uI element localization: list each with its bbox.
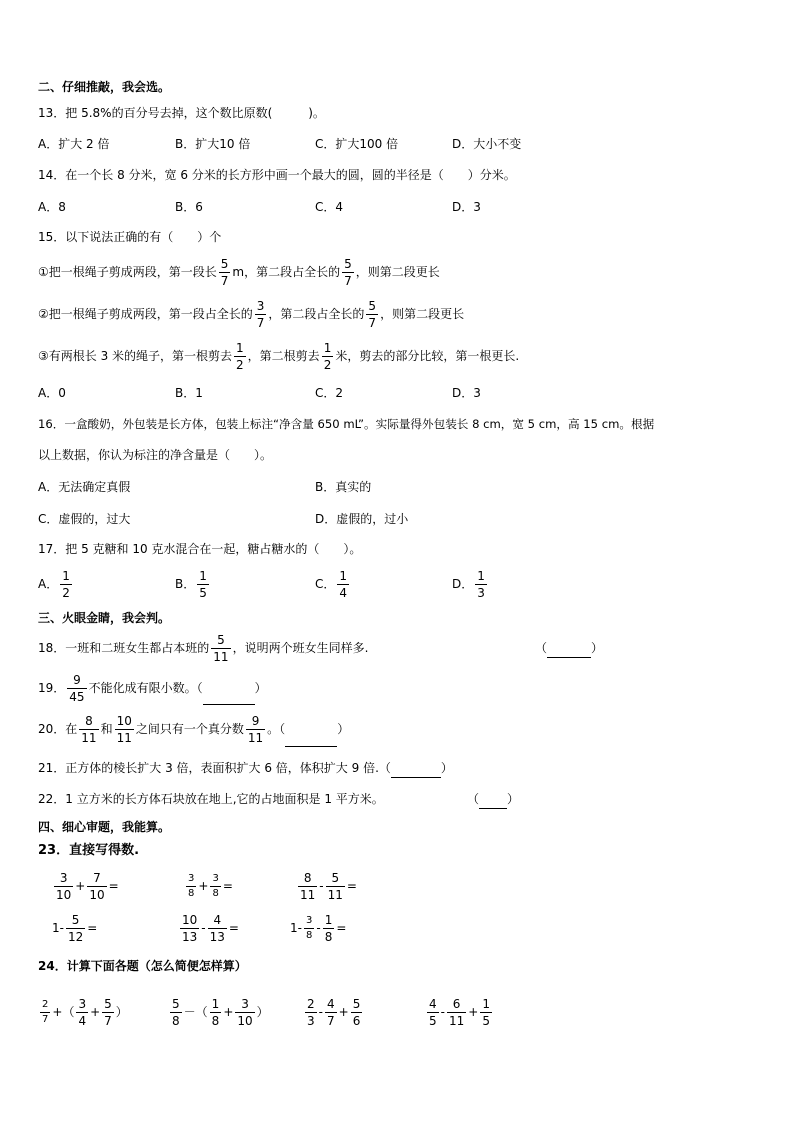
fraction: $\frac{3}{8}$ bbox=[212, 873, 219, 899]
fraction: $\frac{8}{11}$ bbox=[81, 714, 97, 745]
question-22: 22．1 立方米的长方体石块放在地上,它的占地面积是 1 平方米。 bbox=[38, 792, 384, 806]
fraction: $\frac{3}{10}$ bbox=[56, 871, 72, 902]
q15-statement-3: ③有两根长 3 米的绳子，第一根剪去 $\frac{1}{2}$ ，第二根剪去 $\frac{1}{2}$ 米，剪去的部分比较，第一根更长. bbox=[38, 341, 520, 372]
fraction: $\frac{1}{3}$ bbox=[477, 569, 485, 600]
fraction: $\frac{5}{12}$ bbox=[67, 913, 84, 944]
q15-statement-2: ②把一根绳子剪成两段，第一段占全长的 $\frac{3}{7}$ ，第二段占全长的 $\frac{5}{7}$ ，则第二段更长 bbox=[38, 299, 465, 330]
q16-option-a: A．无法确定真假 bbox=[38, 480, 131, 494]
q17-option-c: C． $\frac{1}{4}$ bbox=[315, 569, 348, 600]
fraction: $\frac{5}{7}$ bbox=[368, 299, 377, 330]
question-21: 21．正方体的棱长扩大 3 倍，表面积扩大 6 倍，体积扩大 9 倍.（ ） bbox=[38, 759, 453, 778]
section-heading-3: 三、火眼金睛，我会判。 bbox=[38, 611, 171, 625]
question-15: 15．以下说法正确的有（ ）个 bbox=[38, 230, 222, 244]
fraction: $\frac{2}{7}$ bbox=[42, 999, 49, 1025]
q13-option-a: A．扩大 2 倍 bbox=[38, 137, 110, 151]
fraction: $\frac{1}{5}$ bbox=[199, 569, 207, 600]
question-19: 19． $\frac{9}{45}$ 不能化成有限小数。（ ） bbox=[38, 673, 267, 704]
q14-option-a: A．8 bbox=[38, 200, 66, 214]
q24-expression-4: $\frac{4}{5}$ - $\frac{6}{11}$ + $\frac{1}{5}$ bbox=[429, 997, 490, 1028]
fraction: $\frac{3}{8}$ bbox=[305, 915, 313, 941]
q23-expression-2: $\frac{3}{8}$ + $\frac{3}{8}$ = bbox=[188, 873, 233, 899]
q23-expression-4: 1- $\frac{5}{12}$ = bbox=[52, 913, 98, 944]
q13-option-c: C．扩大100 倍 bbox=[315, 137, 399, 151]
fraction: $\frac{5}{7}$ bbox=[104, 997, 112, 1028]
fraction: $\frac{5}{11}$ bbox=[327, 871, 343, 902]
fraction: $\frac{1}{5}$ bbox=[482, 997, 490, 1028]
fraction: $\frac{3}{10}$ bbox=[237, 997, 253, 1028]
q23-expression-3: $\frac{8}{11}$ - $\frac{5}{11}$ = bbox=[300, 871, 357, 902]
q23-expression-6: 1- $\frac{3}{8}$ - $\frac{1}{8}$ = bbox=[290, 913, 347, 944]
fraction: $\frac{2}{3}$ bbox=[307, 997, 315, 1028]
q24-expression-3: $\frac{2}{3}$ - $\frac{4}{7}$ + $\frac{5}{6}$ bbox=[307, 997, 361, 1028]
q18-answer-blank[interactable]: （ ） bbox=[535, 639, 603, 658]
q14-option-d: D．3 bbox=[452, 200, 481, 214]
question-16-line-1: 16．一盒酸奶，外包装是长方体，包装上标注“净含量 650 mL”。实际量得外包装长 8 cm，宽 5 cm，高 15 cm。根据 bbox=[38, 417, 655, 431]
fraction: $\frac{3}{7}$ bbox=[256, 299, 265, 330]
fraction: $\frac{3}{8}$ bbox=[188, 873, 195, 899]
question-17: 17．把 5 克糖和 10 克水混合在一起，糖占糖水的（ ）。 bbox=[38, 542, 362, 556]
fraction: $\frac{1}{2}$ bbox=[236, 341, 244, 372]
question-16-line-2: 以上数据，你认为标注的净含量是（ ）。 bbox=[38, 448, 273, 462]
q16-option-d: D．虚假的，过小 bbox=[315, 512, 409, 526]
q15-option-a: A．0 bbox=[38, 386, 66, 400]
q17-option-a: A． $\frac{1}{2}$ bbox=[38, 569, 70, 600]
fraction: $\frac{10}{13}$ bbox=[182, 913, 198, 944]
q15-option-c: C．2 bbox=[315, 386, 344, 400]
q15-statement-1: ①把一根绳子剪成两段，第一段长 $\frac{5}{7}$ m，第二段占全长的 $\frac{5}{7}$ ，则第二段更长 bbox=[38, 257, 440, 288]
question-13: 13．把 5.8%的百分号去掉，这个数比原数( )。 bbox=[38, 106, 325, 120]
fraction: $\frac{5}{7}$ bbox=[344, 257, 352, 288]
q19-answer-blank[interactable]: （ ） bbox=[197, 681, 267, 695]
section-heading-2: 二、仔细推敲，我会选。 bbox=[38, 80, 171, 94]
q16-option-c: C．虚假的，过大 bbox=[38, 512, 131, 526]
section-heading-4: 四、细心审题，我能算。 bbox=[38, 820, 171, 834]
q14-option-b: B．6 bbox=[175, 200, 203, 214]
fraction: $\frac{5}{8}$ bbox=[172, 997, 180, 1028]
q15-option-d: D．3 bbox=[452, 386, 481, 400]
fraction: $\frac{3}{4}$ bbox=[78, 997, 87, 1028]
q23-expression-1: $\frac{3}{10}$ + $\frac{7}{10}$ = bbox=[56, 871, 119, 902]
q23-expression-5: $\frac{10}{13}$ - $\frac{4}{13}$ = bbox=[182, 913, 239, 944]
fraction: $\frac{8}{11}$ bbox=[300, 871, 316, 902]
fraction: $\frac{4}{5}$ bbox=[429, 997, 437, 1028]
fraction: $\frac{9}{45}$ bbox=[69, 673, 85, 704]
q22-answer-blank[interactable]: （ ） bbox=[467, 790, 519, 809]
fraction: $\frac{7}{10}$ bbox=[89, 871, 105, 902]
fraction: $\frac{10}{11}$ bbox=[116, 714, 132, 745]
fraction: $\frac{5}{7}$ bbox=[220, 257, 229, 288]
q13-option-b: B．扩大10 倍 bbox=[175, 137, 251, 151]
fraction: $\frac{6}{11}$ bbox=[448, 997, 465, 1028]
q20-answer-blank[interactable]: （ ） bbox=[279, 722, 349, 736]
question-24-title: 24．计算下面各题（怎么简便怎样算） bbox=[38, 959, 247, 973]
q17-option-d: D． $\frac{1}{3}$ bbox=[452, 569, 485, 600]
question-20: 20．在 $\frac{8}{11}$ 和 $\frac{10}{11}$ 之间只有一个真分数 $\frac{9}{11}$ 。（ ） bbox=[38, 714, 350, 745]
q16-option-b: B．真实的 bbox=[315, 480, 372, 494]
q15-option-b: B．1 bbox=[175, 386, 203, 400]
fraction: $\frac{1}{4}$ bbox=[339, 569, 348, 600]
q13-option-d: D．大小不变 bbox=[452, 137, 522, 151]
fraction: $\frac{4}{7}$ bbox=[326, 997, 335, 1028]
question-14: 14．在一个长 8 分米，宽 6 分米的长方形中画一个最大的圆，圆的半径是（ ）分米。 bbox=[38, 168, 516, 182]
q24-expression-1: $\frac{2}{7}$ +（ $\frac{3}{4}$ + $\frac{5}{7}$ ） bbox=[42, 997, 128, 1028]
fraction: $\frac{1}{8}$ bbox=[211, 997, 220, 1028]
fraction: $\frac{1}{2}$ bbox=[62, 569, 70, 600]
question-18: 18．一班和二班女生都占本班的 $\frac{5}{11}$ ，说明两个班女生同样多. bbox=[38, 633, 369, 664]
fraction: $\frac{1}{8}$ bbox=[324, 913, 333, 944]
fraction: $\frac{5}{6}$ bbox=[352, 997, 361, 1028]
fraction: $\frac{5}{11}$ bbox=[213, 633, 229, 664]
fraction: $\frac{9}{11}$ bbox=[247, 714, 264, 745]
fraction: $\frac{1}{2}$ bbox=[323, 341, 332, 372]
q14-option-c: C．4 bbox=[315, 200, 344, 214]
fraction: $\frac{4}{13}$ bbox=[209, 913, 225, 944]
q21-answer-blank[interactable]: （ ） bbox=[379, 761, 453, 775]
q17-option-b: B． $\frac{1}{5}$ bbox=[175, 569, 207, 600]
question-23-title: 23．直接写得数. bbox=[38, 843, 140, 858]
q24-expression-2: $\frac{5}{8}$ －（ $\frac{1}{8}$ + $\frac{3}{10}$ ） bbox=[172, 997, 269, 1028]
